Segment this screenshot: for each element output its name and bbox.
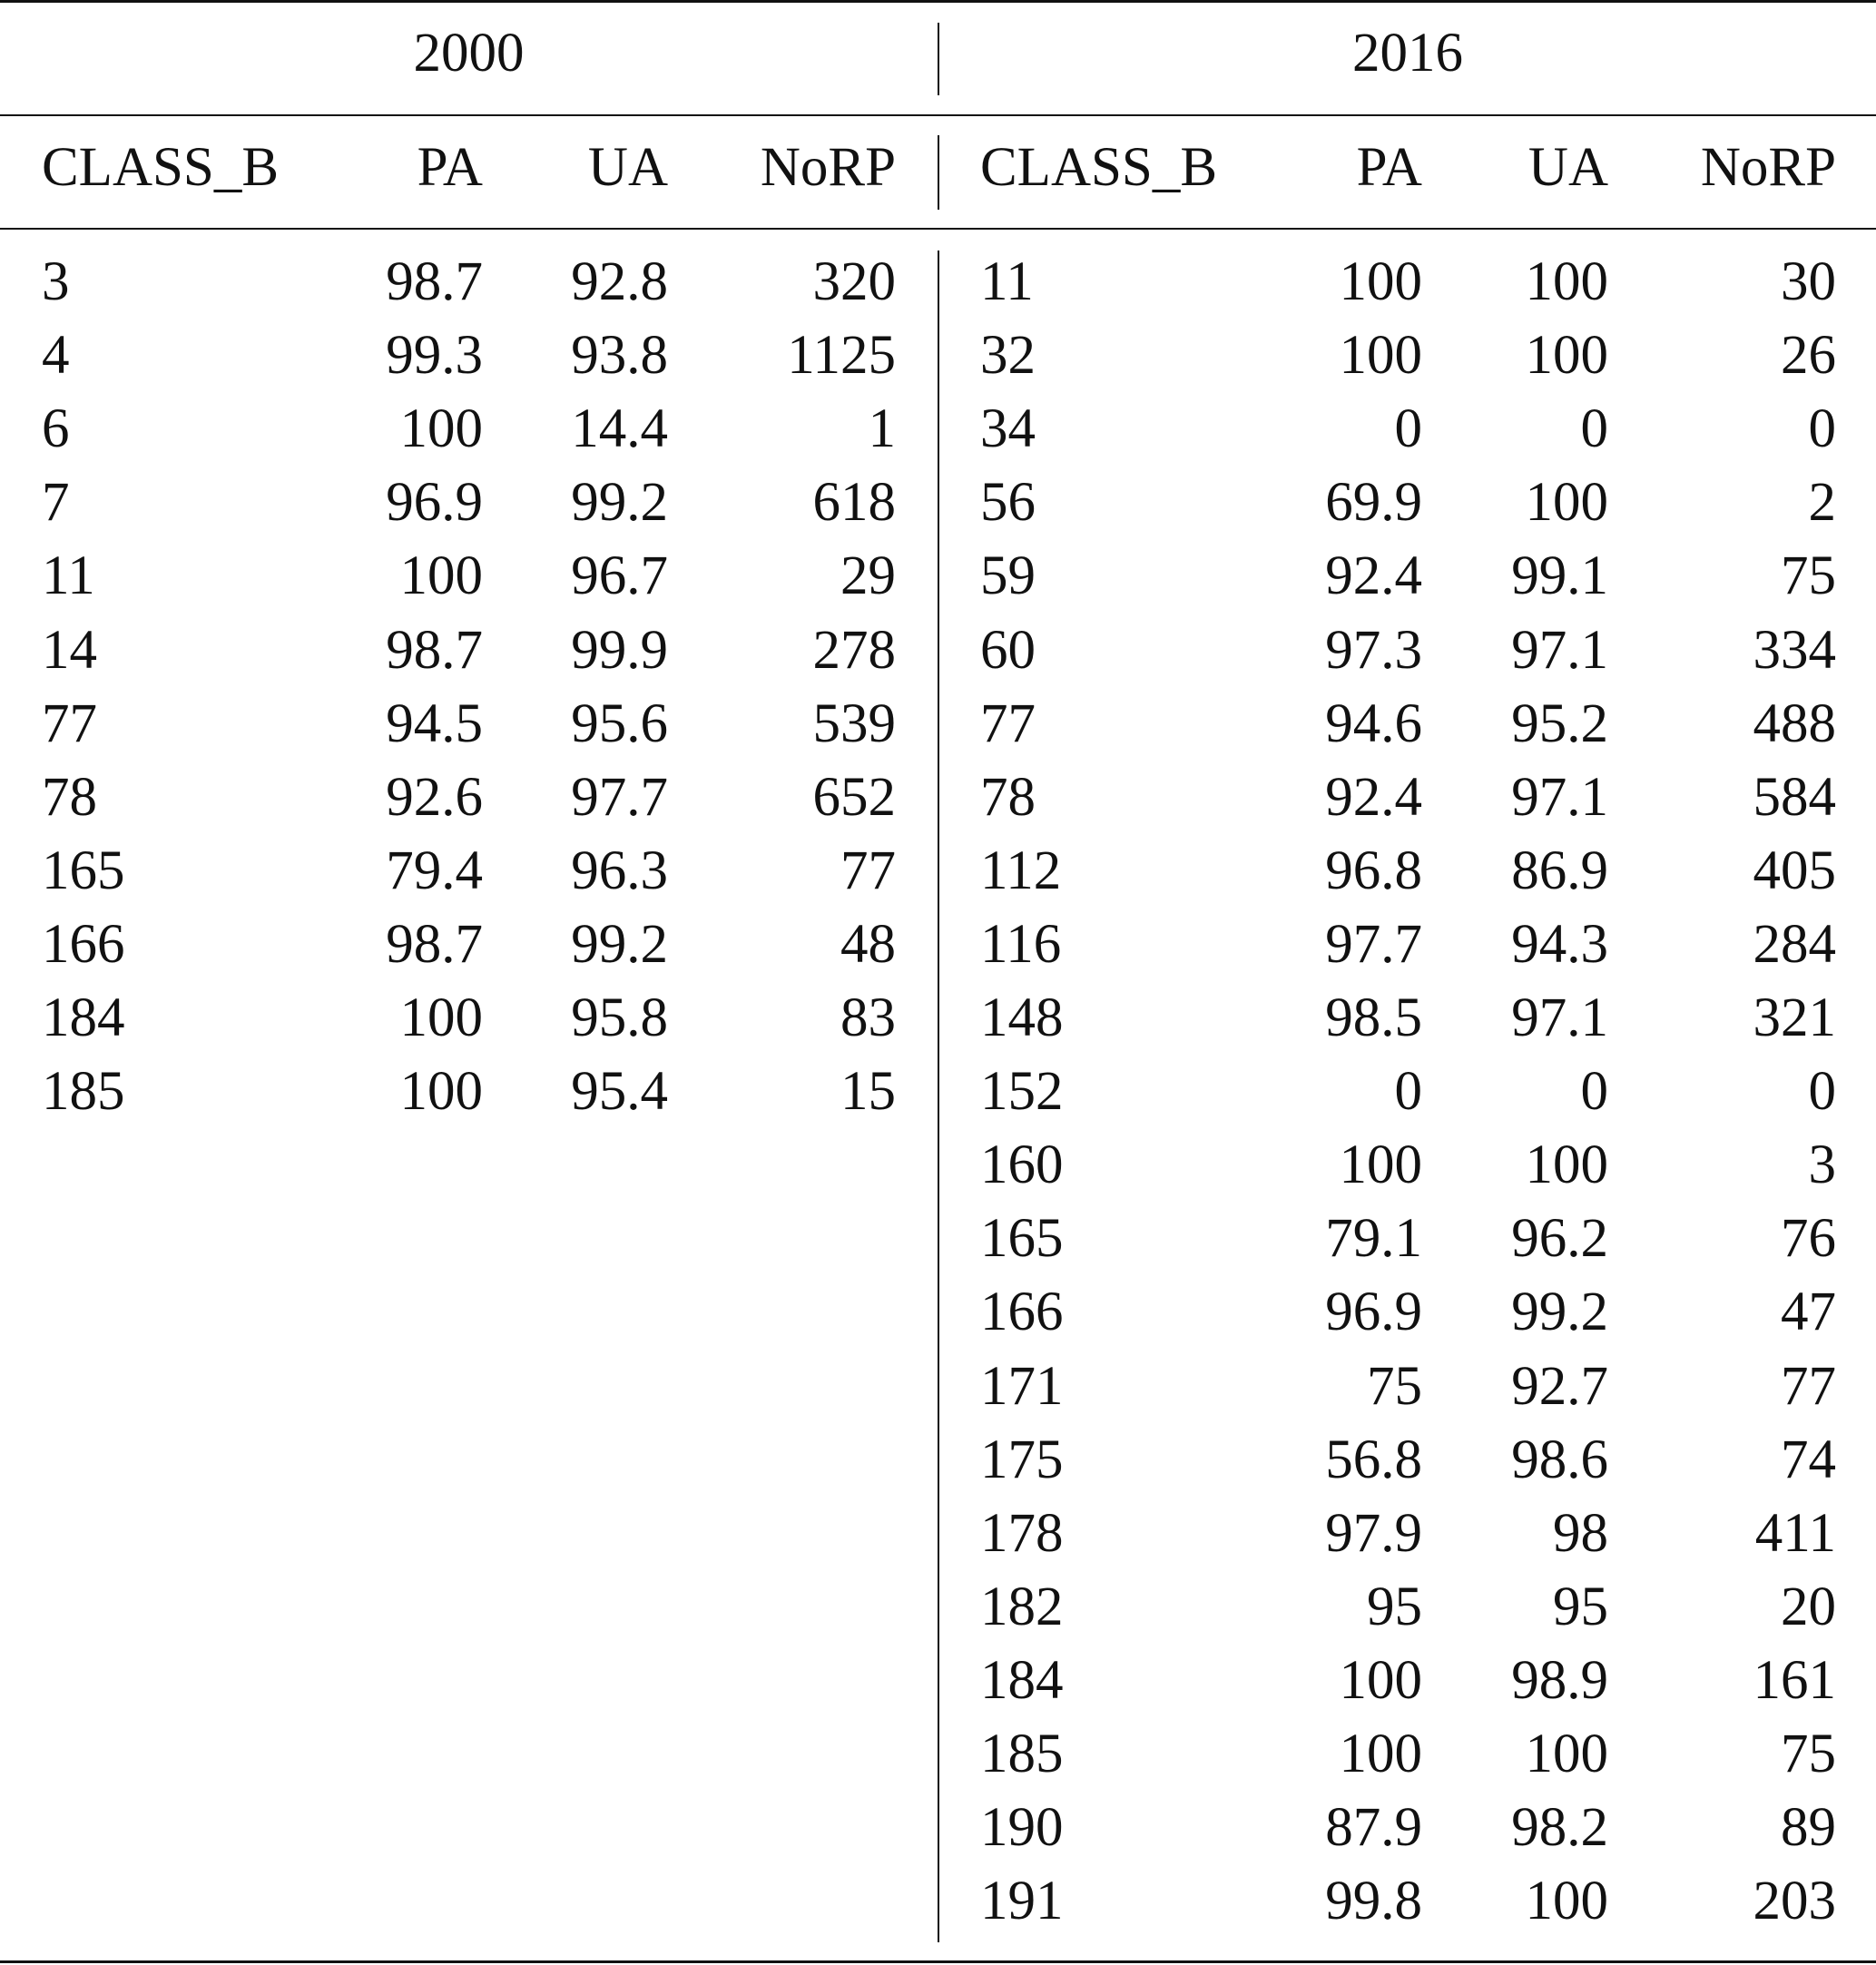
table-cell-class-b: 77: [42, 693, 97, 754]
table-cell-pa: 100: [399, 398, 483, 460]
table-cell-pa: 94.5: [386, 693, 483, 754]
table-cell-class-b: 78: [980, 766, 1036, 828]
table-cell-class-b: 78: [42, 766, 97, 828]
table-cell-pa: 98.7: [386, 619, 483, 681]
table-cell-pa: 92.4: [1325, 766, 1422, 828]
table-cell-ua: 95.6: [571, 693, 668, 754]
table-cell-class-b: 175: [980, 1429, 1064, 1490]
table-cell-norp: 2: [1808, 472, 1836, 534]
table-cell-class-b: 184: [42, 987, 125, 1048]
table-cell-class-b: 185: [980, 1724, 1064, 1784]
column-header-class-b: CLASS_B: [42, 137, 280, 198]
table-cell-class-b: 32: [980, 325, 1036, 387]
table-cell-pa: 98.7: [386, 251, 483, 312]
table-cell-pa: 97.3: [1325, 619, 1422, 681]
table-cell-ua: 96.7: [571, 545, 668, 607]
table-cell-class-b: 152: [980, 1061, 1064, 1123]
table-cell-pa: 99.3: [386, 325, 483, 387]
table-cell-pa: 79.1: [1325, 1208, 1422, 1270]
table-cell-ua: 99.1: [1511, 545, 1608, 607]
table-cell-pa: 98.7: [386, 913, 483, 975]
table-cell-pa: 100: [1339, 1649, 1422, 1711]
table-cell-class-b: 160: [980, 1135, 1064, 1196]
group-header-2000: 2000: [413, 23, 525, 84]
table-cell-norp: 320: [812, 251, 896, 312]
table-cell-norp: 334: [1753, 619, 1836, 681]
column-header-ua: UA: [587, 137, 668, 198]
table-cell-ua: 100: [1525, 1135, 1608, 1196]
table-cell-pa: 100: [399, 545, 483, 607]
table-cell-ua: 14.4: [571, 398, 668, 460]
table-cell-class-b: 4: [42, 325, 70, 387]
table-cell-norp: 1125: [787, 325, 896, 387]
column-header-pa: PA: [417, 137, 483, 198]
table-cell-class-b: 11: [980, 251, 1034, 312]
table-cell-class-b: 112: [980, 840, 1062, 901]
table-cell-pa: 96.8: [1325, 840, 1422, 901]
table-cell-norp: 26: [1781, 325, 1836, 387]
table-cell-norp: 411: [1754, 1502, 1836, 1564]
table-cell-ua: 92.7: [1511, 1355, 1608, 1417]
table-cell-class-b: 166: [42, 913, 125, 975]
table-cell-ua: 98: [1553, 1502, 1608, 1564]
table-cell-class-b: 60: [980, 619, 1036, 681]
table-cell-norp: 488: [1753, 693, 1836, 754]
table-cell-norp: 321: [1753, 987, 1836, 1048]
table-cell-ua: 99.2: [571, 472, 668, 534]
table-cell-norp: 74: [1781, 1429, 1836, 1490]
table-cell-norp: 284: [1753, 913, 1836, 975]
table-cell-pa: 94.6: [1325, 693, 1422, 754]
table-cell-pa: 100: [1339, 325, 1422, 387]
table-cell-pa: 79.4: [386, 840, 483, 901]
table-cell-ua: 97.1: [1511, 766, 1608, 828]
column-header-norp: NoRP: [1700, 137, 1836, 198]
column-header-rule: [0, 228, 1876, 230]
table-cell-pa: 96.9: [1325, 1282, 1422, 1343]
table-cell-class-b: 116: [980, 913, 1062, 975]
column-divider: [938, 251, 939, 1942]
table-cell-norp: 278: [812, 619, 896, 681]
table-cell-pa: 100: [399, 987, 483, 1048]
table-cell-class-b: 6: [42, 398, 70, 460]
table-cell-class-b: 184: [980, 1649, 1064, 1711]
table-cell-pa: 100: [399, 1061, 483, 1123]
table-cell-pa: 75: [1367, 1355, 1422, 1417]
table-cell-class-b: 191: [980, 1871, 1064, 1932]
table-cell-norp: 75: [1781, 545, 1836, 607]
column-header-ua: UA: [1527, 137, 1608, 198]
table-cell-ua: 98.2: [1511, 1797, 1608, 1859]
table-cell-ua: 94.3: [1511, 913, 1608, 975]
table-cell-norp: 15: [840, 1061, 896, 1123]
table-cell-norp: 47: [1781, 1282, 1836, 1343]
column-header-class-b: CLASS_B: [980, 137, 1218, 198]
table-cell-pa: 0: [1394, 398, 1422, 460]
table-cell-ua: 100: [1525, 1871, 1608, 1932]
table-cell-ua: 99.2: [1511, 1282, 1608, 1343]
table-cell-norp: 83: [840, 987, 896, 1048]
top-rule: [0, 0, 1876, 3]
table-cell-norp: 77: [840, 840, 896, 901]
table-cell-norp: 77: [1781, 1355, 1836, 1417]
table-cell-norp: 618: [812, 472, 896, 534]
table-cell-class-b: 56: [980, 472, 1036, 534]
table-cell-class-b: 148: [980, 987, 1064, 1048]
table-cell-pa: 99.8: [1325, 1871, 1422, 1932]
table-cell-pa: 96.9: [386, 472, 483, 534]
table-cell-norp: 652: [812, 766, 896, 828]
table-cell-class-b: 182: [980, 1576, 1064, 1637]
table-cell-norp: 75: [1781, 1724, 1836, 1784]
table-cell-pa: 97.9: [1325, 1502, 1422, 1564]
table-cell-ua: 97.1: [1511, 987, 1608, 1048]
table-cell-ua: 98.6: [1511, 1429, 1608, 1490]
table-cell-norp: 29: [840, 545, 896, 607]
table-cell-class-b: 165: [980, 1208, 1064, 1270]
table-cell-norp: 76: [1781, 1208, 1836, 1270]
table-cell-ua: 100: [1525, 325, 1608, 387]
column-header-norp: NoRP: [760, 137, 896, 198]
table-cell-class-b: 178: [980, 1502, 1064, 1564]
table-cell-class-b: 34: [980, 398, 1036, 460]
column-header-pa: PA: [1356, 137, 1422, 198]
table-cell-ua: 95.2: [1511, 693, 1608, 754]
table-cell-class-b: 14: [42, 619, 97, 681]
table-cell-ua: 93.8: [571, 325, 668, 387]
table-cell-ua: 96.3: [571, 840, 668, 901]
table-cell-class-b: 11: [42, 545, 95, 607]
table-cell-ua: 96.2: [1511, 1208, 1608, 1270]
table-cell-ua: 97.1: [1511, 619, 1608, 681]
table-cell-class-b: 185: [42, 1061, 125, 1123]
table-cell-ua: 95.8: [571, 987, 668, 1048]
table-cell-class-b: 166: [980, 1282, 1064, 1343]
table-cell-ua: 98.9: [1511, 1649, 1608, 1711]
table-cell-norp: 584: [1753, 766, 1836, 828]
table-cell-ua: 100: [1525, 251, 1608, 312]
table-cell-norp: 405: [1753, 840, 1836, 901]
table-cell-pa: 100: [1339, 1724, 1422, 1784]
table-cell-ua: 100: [1525, 472, 1608, 534]
table-cell-pa: 97.7: [1325, 913, 1422, 975]
table-cell-norp: 539: [812, 693, 896, 754]
table-cell-pa: 87.9: [1325, 1797, 1422, 1859]
table-cell-class-b: 3: [42, 251, 70, 312]
table-cell-pa: 92.4: [1325, 545, 1422, 607]
table-cell-norp: 48: [840, 913, 896, 975]
table-cell-pa: 98.5: [1325, 987, 1422, 1048]
table-cell-ua: 0: [1580, 398, 1608, 460]
table-cell-ua: 95.4: [571, 1061, 668, 1123]
table-cell-class-b: 77: [980, 693, 1036, 754]
table-cell-norp: 3: [1808, 1135, 1836, 1196]
table-cell-pa: 100: [1339, 251, 1422, 312]
table-cell-ua: 99.2: [571, 913, 668, 975]
table-cell-ua: 92.8: [571, 251, 668, 312]
table-cell-norp: 161: [1753, 1649, 1836, 1711]
table-cell-class-b: 59: [980, 545, 1036, 607]
table-cell-ua: 97.7: [571, 766, 668, 828]
table-cell-pa: 95: [1367, 1576, 1422, 1637]
table-cell-norp: 0: [1808, 1061, 1836, 1123]
table-cell-norp: 1: [868, 398, 896, 460]
table-cell-norp: 20: [1781, 1576, 1836, 1637]
table-cell-norp: 30: [1781, 251, 1836, 312]
table-cell-pa: 100: [1339, 1135, 1422, 1196]
table-cell-class-b: 7: [42, 472, 70, 534]
table-cell-norp: 203: [1753, 1871, 1836, 1932]
table-cell-pa: 56.8: [1325, 1429, 1422, 1490]
group-header-2016: 2016: [1352, 23, 1463, 84]
column-divider: [938, 135, 939, 210]
table-cell-pa: 92.6: [386, 766, 483, 828]
table-cell-norp: 0: [1808, 398, 1836, 460]
table-cell-ua: 0: [1580, 1061, 1608, 1123]
table-cell-pa: 0: [1394, 1061, 1422, 1123]
table-cell-ua: 100: [1525, 1724, 1608, 1784]
table-cell-class-b: 190: [980, 1797, 1064, 1859]
table-cell-ua: 95: [1553, 1576, 1608, 1637]
table-cell-class-b: 171: [980, 1355, 1064, 1417]
table-cell-ua: 99.9: [571, 619, 668, 681]
table-cell-ua: 86.9: [1511, 840, 1608, 901]
group-header-rule: [0, 114, 1876, 116]
table-cell-class-b: 165: [42, 840, 125, 901]
table-cell-norp: 89: [1781, 1797, 1836, 1859]
table-cell-pa: 69.9: [1325, 472, 1422, 534]
bottom-rule: [0, 1960, 1876, 1963]
